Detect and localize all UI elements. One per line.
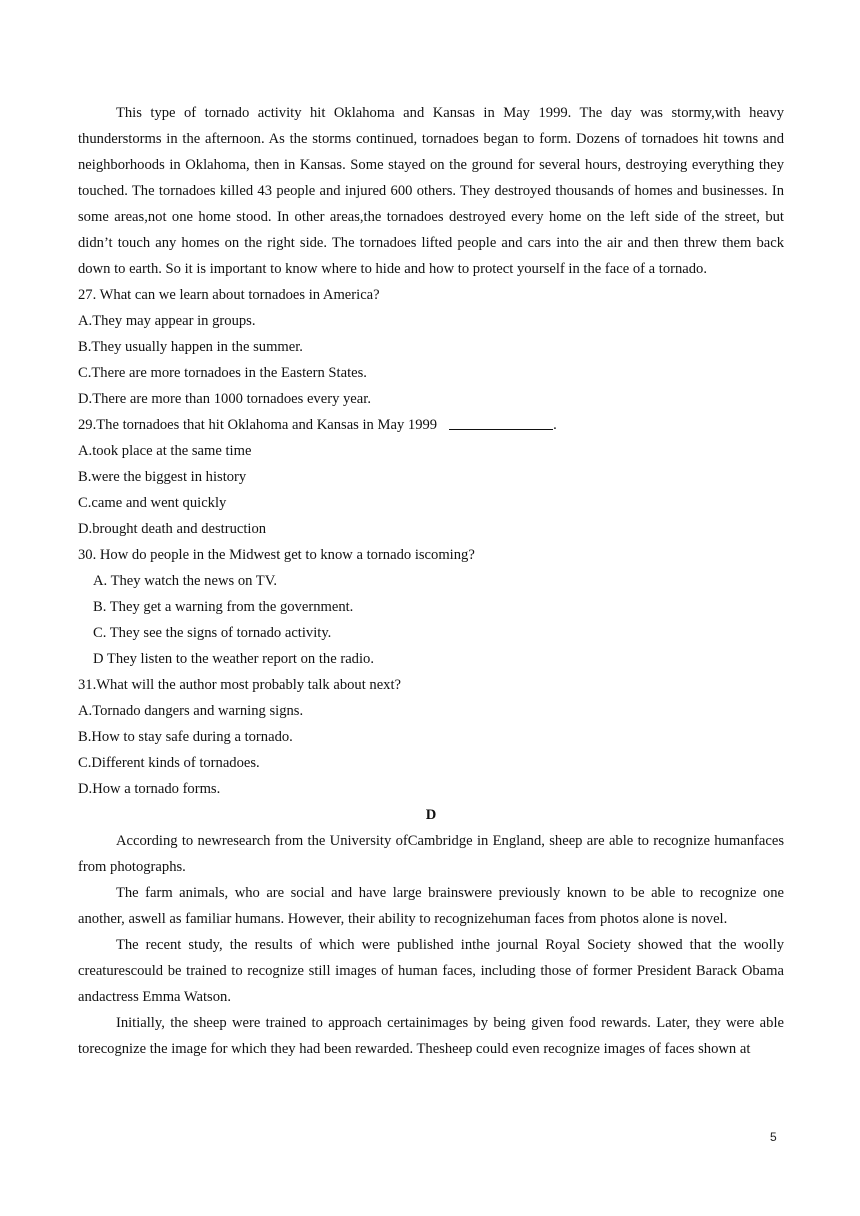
passage-d-paragraph-4: Initially, the sheep were trained to approach certainimages by being given food rewards. Later, they were able torecognize the image for which they had been rewarded. Thesheep could even recognize images of faces shown at xyxy=(78,1015,784,1057)
option-b: B. They get a warning from the government. xyxy=(93,599,354,615)
option-a: A.They may appear in groups. xyxy=(78,313,256,329)
option-a: A. They watch the news on TV. xyxy=(93,573,278,589)
stem-end: . xyxy=(553,417,557,433)
question-30 xyxy=(78,542,784,672)
answer-blank xyxy=(449,415,553,430)
question-stem: 31.What will the author most probably talk about next? xyxy=(78,677,402,693)
option-c: C.came and went quickly xyxy=(78,495,227,511)
passage-d-paragraph-3: The recent study, the results of which were published inthe journal Royal Society showed that the woolly creaturescould be trained to recognize still images of human faces, including those of former President Barack Obama andactress Emma Watson. xyxy=(78,937,784,1005)
page-number: 5 xyxy=(770,1130,777,1144)
option-c: C. They see the signs of tornado activity. xyxy=(93,625,332,641)
option-d: D.brought death and destruction xyxy=(78,521,267,537)
question-31 xyxy=(78,672,784,802)
question-stem: 29.The tornadoes that hit Oklahoma and Kansas in May 1999 xyxy=(78,417,438,433)
option-b: B.How to stay safe during a tornado. xyxy=(78,729,293,745)
section-heading-d: D xyxy=(425,807,437,823)
option-c: C.There are more tornadoes in the Eastern States. xyxy=(78,365,367,381)
passage-d-paragraph-1: According to newresearch from the University ofCambridge in England, sheep are able to recognize humanfaces from photographs. xyxy=(78,833,784,875)
option-b: B.were the biggest in history xyxy=(78,469,247,485)
document-page xyxy=(78,100,784,1062)
option-d: D They listen to the weather report on the radio. xyxy=(93,651,374,667)
question-stem-with-blank xyxy=(78,412,784,438)
question-29 xyxy=(78,412,784,542)
option-d: D.There are more than 1000 tornadoes every year. xyxy=(78,391,371,407)
passage-d-paragraph-2: The farm animals, who are social and have large brainswere previously known to be able to recognize one another, aswell as familiar humans. However, their ability to recognizehuman faces from photos alone is novel. xyxy=(78,885,784,927)
option-a: A.Tornado dangers and warning signs. xyxy=(78,703,304,719)
option-a: A.took place at the same time xyxy=(78,443,252,459)
passage-c-paragraph: This type of tornado activity hit Oklahoma and Kansas in May 1999. The day was stormy,with heavy thunderstorms in the afternoon. As the storms continued, tornadoes began to form. Dozens of tornadoes hit towns and neighborhoods in Oklahoma, then in Kansas. Some stayed on the ground for several hours, destroying everything they touched. The tornadoes killed 43 people and injured 600 others. They destroyed thousands of homes and businesses. In some areas,not one home stood. In other areas,the tornadoes destroyed every home on the left side of the street, but didn’t touch any homes on the right side. The tornadoes lifted people and cars into the air and then threw them back down to earth. So it is important to know where to hide and how to protect yourself in the face of a tornado. xyxy=(78,105,784,277)
question-stem: 27. What can we learn about tornadoes in America? xyxy=(78,287,380,303)
option-d: D.How a tornado forms. xyxy=(78,781,221,797)
question-stem: 30. How do people in the Midwest get to know a tornado iscoming? xyxy=(78,547,475,563)
option-c: C.Different kinds of tornadoes. xyxy=(78,755,260,771)
option-b: B.They usually happen in the summer. xyxy=(78,339,303,355)
question-27 xyxy=(78,282,784,412)
